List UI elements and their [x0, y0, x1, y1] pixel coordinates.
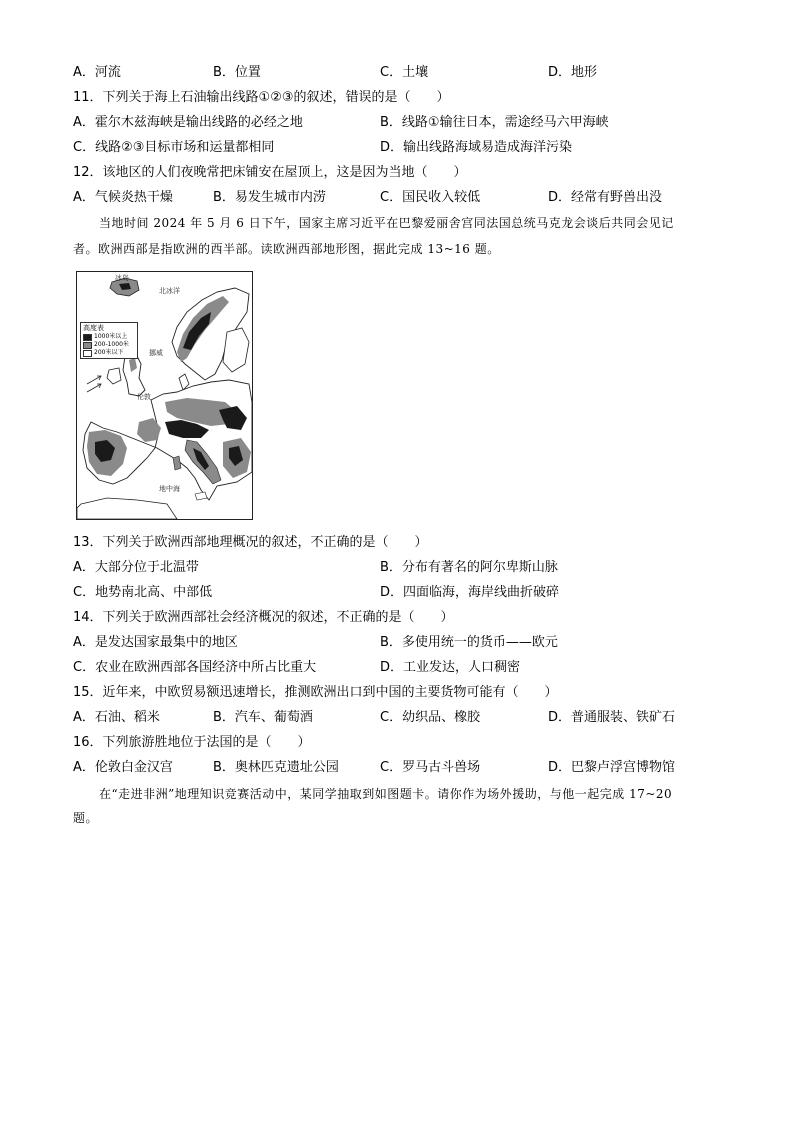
western-europe-terrain-map [76, 271, 253, 520]
map-label-mediterranean: 地中海 [159, 485, 180, 493]
q12-option-c: C．国民收入较低 [380, 190, 481, 205]
q16-stem: 16．下列旅游胜地位于法国的是（ ） [73, 735, 311, 750]
q16-option-a: A．伦敦白金汉宫 [73, 760, 173, 775]
q13-option-c: C．地势南北高、中部低 [73, 585, 213, 600]
q16-option-b: B．奥林匹克遗址公园 [213, 760, 339, 775]
q14-option-d: D．工业发达，人口稠密 [380, 660, 521, 675]
legend-row-mid [83, 341, 135, 349]
legend-label-low: 200米以下 [94, 349, 124, 356]
q13-option-b: B．分布有著名的阿尔卑斯山脉 [380, 560, 558, 575]
legend-label-mid: 200-1000米 [94, 341, 129, 348]
map-legend [80, 322, 138, 359]
q14-option-a: A．是发达国家最集中的地区 [73, 635, 238, 650]
legend-swatch-mid [83, 342, 92, 349]
q14-option-b: B．多使用统一的货币——欧元 [380, 635, 558, 650]
passage-europe [73, 214, 723, 258]
q12-option-d: D．经常有野兽出没 [548, 190, 663, 205]
q11-option-d: D．输出线路海域易造成海洋污染 [380, 140, 573, 155]
map-legend-title: 高度表 [83, 324, 104, 332]
map-label-iceland: 冰岛 [115, 274, 129, 282]
q14-stem: 14．下列关于欧洲西部社会经济概况的叙述，不正确的是（ ） [73, 610, 454, 625]
passage-africa-line2: 题。 [73, 811, 99, 825]
q12-option-b: B．易发生城市内涝 [213, 190, 326, 205]
q16-option-d: D．巴黎卢浮宫博物馆 [548, 760, 676, 775]
q13-option-d: D．四面临海，海岸线曲折破碎 [380, 585, 560, 600]
q16-option-c: C．罗马古斗兽场 [380, 760, 481, 775]
passage-europe-line2: 者。欧洲西部是指欧洲的西半部。读欧洲西部地形图，据此完成 13~16 题。 [73, 242, 500, 256]
q12-option-a: A．气候炎热干燥 [73, 190, 173, 205]
q11-option-c: C．线路②③目标市场和运量都相同 [73, 140, 275, 155]
legend-row-high [83, 333, 135, 341]
q10-option-b: B．位置 [213, 65, 261, 80]
passage-africa [73, 785, 723, 827]
q11-option-a: A．霍尔木兹海峡是输出线路的必经之地 [73, 115, 303, 130]
q15-option-b: B．汽车、葡萄酒 [213, 710, 313, 725]
q12-stem: 12．该地区的人们夜晚常把床铺安在屋顶上，这是因为当地（ ） [73, 165, 467, 180]
q15-option-d: D．普通服装、铁矿石 [548, 710, 676, 725]
map-label-arctic-ocean: 北冰洋 [159, 287, 180, 295]
q15-option-a: A．石油、稻米 [73, 710, 160, 725]
q14-option-c: C．农业在欧洲西部各国经济中所占比重大 [73, 660, 317, 675]
q11-option-b: B．线路①输往日本，需途经马六甲海峡 [380, 115, 609, 130]
q10-option-d: D．地形 [548, 65, 598, 80]
q10-option-a: A．河流 [73, 65, 121, 80]
legend-swatch-high [83, 334, 92, 341]
q15-stem: 15．近年来，中欧贸易额迅速增长，推测欧洲出口到中国的主要货物可能有（ ） [73, 685, 558, 700]
q10-option-c: C．土壤 [380, 65, 429, 80]
legend-swatch-low [83, 350, 92, 357]
q13-stem: 13．下列关于欧洲西部地理概况的叙述，不正确的是（ ） [73, 535, 428, 550]
q11-stem: 11．下列关于海上石油输出线路①②③的叙述，错误的是（ ） [73, 90, 450, 105]
q13-option-a: A．大部分位于北温带 [73, 560, 199, 575]
passage-africa-line1: 在“走进非洲”地理知识竞赛活动中，某同学抽取到如图题卡。请你作为场外援助，与他一起完成 17~20 [99, 787, 673, 801]
legend-row-low [83, 349, 135, 357]
map-label-norway: 挪威 [149, 349, 163, 357]
map-drawing [77, 272, 252, 519]
passage-europe-line1: 当地时间 2024 年 5 月 6 日下午，国家主席习近平在巴黎爱丽舍宫同法国总统马克龙会谈后共同会见记 [99, 216, 674, 230]
map-label-london: 伦敦 [137, 393, 151, 401]
legend-label-high: 1000米以上 [94, 333, 128, 340]
q15-option-c: C．幼织品、橡胶 [380, 710, 481, 725]
